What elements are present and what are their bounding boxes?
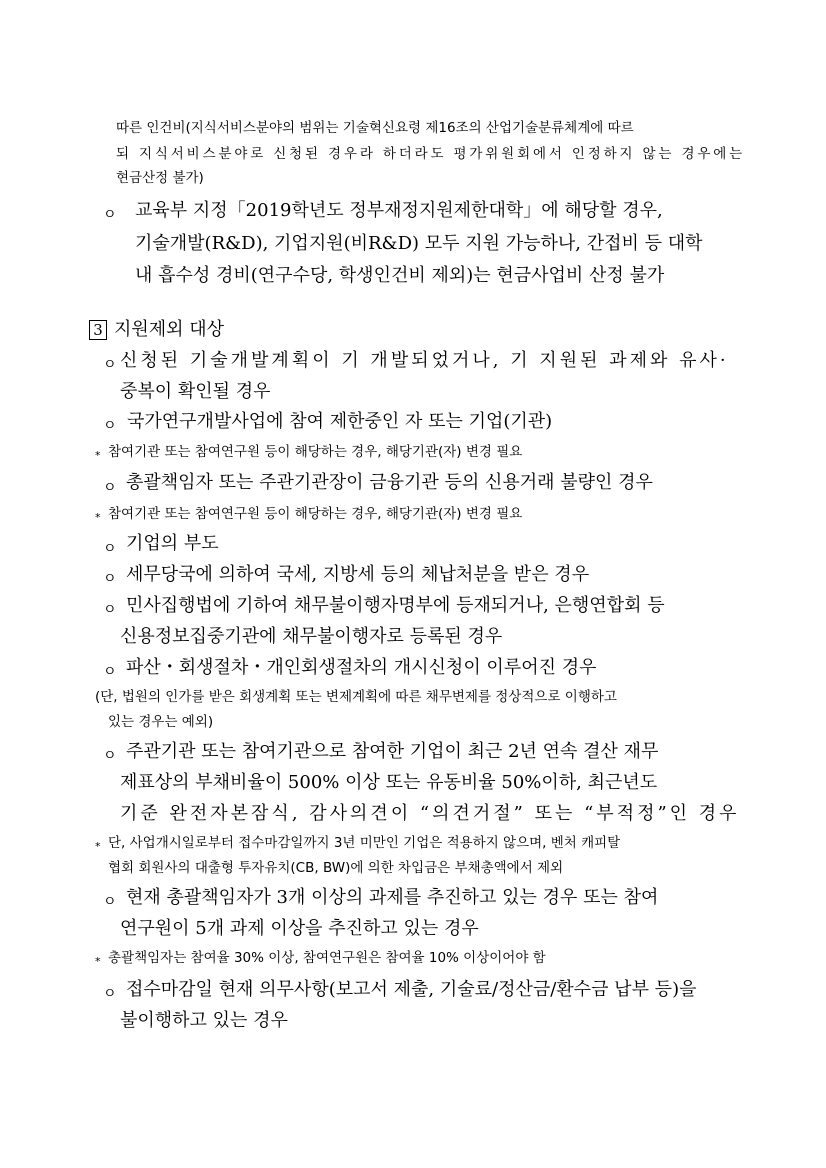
bullet-icon: ㅇ <box>103 418 117 434</box>
text-line: 신용정보집중기관에 채무불이행자로 등록된 경우 <box>120 626 503 647</box>
text-line: 접수마감일 현재 의무사항(보고서 제출, 기술료/정산금/환수금 납부 등)을 <box>126 979 697 1000</box>
section-title: 지원제외 대상 <box>114 319 225 340</box>
text-line: 파산・회생절차・개인회생절차의 개시신청이 이루어진 경우 <box>126 657 597 678</box>
text-line: 불이행하고 있는 경우 <box>120 1010 288 1031</box>
text-line: 기업의 부도 <box>126 533 219 554</box>
bullet-icon: ㅇ <box>103 357 117 373</box>
bullet-icon: ㅇ <box>103 664 117 680</box>
text-line: 현재 총괄책임자가 3개 이상의 과제를 추진하고 있는 경우 또는 참여 <box>126 887 659 908</box>
text-line: 주관기관 또는 참여기관으로 참여한 기업이 최근 2년 연속 결산 재무 <box>126 741 659 762</box>
text-line: 중복이 확인될 경우 <box>120 381 271 402</box>
bullet-icon: ㅇ <box>103 571 117 587</box>
text-line: 세무당국에 의하여 국세, 지방세 등의 체납처분을 받은 경우 <box>126 564 590 585</box>
note-line: 단, 사업개시일로부터 접수마감일까지 3년 미만인 기업은 적용하지 않으며, 벤처 캐피탈 <box>108 835 621 851</box>
text-line: 총괄책임자 또는 주관기관장이 금융기관 등의 신용거래 불량인 경우 <box>126 472 653 493</box>
note-asterisk: * <box>95 511 101 524</box>
text-line: 기술개발(R&D), 기업지원(비R&D) 모두 지원 가능하나, 간접비 등 대학 <box>135 233 703 254</box>
section-number: 3 <box>89 320 107 340</box>
bullet-icon: ㅇ <box>103 894 117 910</box>
text-line: 민사집행법에 기하여 채무불이행자명부에 등재되거나, 은행연합회 등 <box>126 595 665 616</box>
bullet-icon: ㅇ <box>103 207 117 223</box>
note-asterisk: * <box>95 449 101 462</box>
note-line: 총괄책임자는 참여율 30% 이상, 참여연구원은 참여율 10% 이상이어야 함 <box>108 950 546 966</box>
text-line: 교육부 지정「2019학년도 정부재정지원제한대학」에 해당할 경우, <box>135 200 663 221</box>
note-line: 참여기관 또는 참여연구원 등이 해당하는 경우, 해당기관(자) 변경 필요 <box>108 444 523 460</box>
text-line: 연구원이 5개 과제 이상을 추진하고 있는 경우 <box>120 918 479 939</box>
note-line: 협회 회원사의 대출형 투자유치(CB, BW)에 의한 차입금은 부채총액에서 제외 <box>108 860 564 876</box>
text-line: 국가연구개발사업에 참여 제한중인 자 또는 기업(기관) <box>127 411 553 432</box>
text-line: 되 지식서비스분야로 신청된 경우라 하더라도 평가위원회에서 인정하지 않는 경우에는 <box>116 146 745 162</box>
bullet-icon: ㅇ <box>103 541 117 557</box>
text-line: 현금산정 불가) <box>116 170 204 186</box>
note-asterisk: * <box>95 840 101 853</box>
text-line: 신청된 기술개발계획이 기 개발되었거나, 기 지원된 과제와 유사· <box>120 350 729 371</box>
text-line: 따른 인건비(지식서비스분야의 범위는 기술혁신요령 제16조의 산업기술분류체계에 따르 <box>116 120 634 136</box>
note-asterisk: * <box>95 955 101 968</box>
text-line: 내 흡수성 경비(연구수당, 학생인건비 제외)는 현금사업비 산정 불가 <box>135 265 665 286</box>
bullet-icon: ㅇ <box>103 748 117 764</box>
bullet-icon: ㅇ <box>103 602 117 618</box>
note-line: 있는 경우는 예외) <box>108 714 214 730</box>
note-line: (단, 법원의 인가를 받은 회생계획 또는 변제계획에 따른 채무변제를 정상적으로 이행하고 <box>95 689 617 705</box>
text-line: 제표상의 부채비율이 500% 이상 또는 유동비율 50%이하, 최근년도 <box>120 772 658 793</box>
note-line: 참여기관 또는 참여연구원 등이 해당하는 경우, 해당기관(자) 변경 필요 <box>108 506 523 522</box>
bullet-icon: ㅇ <box>103 986 117 1002</box>
bullet-icon: ㅇ <box>103 480 117 496</box>
text-line: 기준 완전자본잠식, 감사의견이 “의견거절” 또는 “부적정”인 경우 <box>120 803 740 824</box>
